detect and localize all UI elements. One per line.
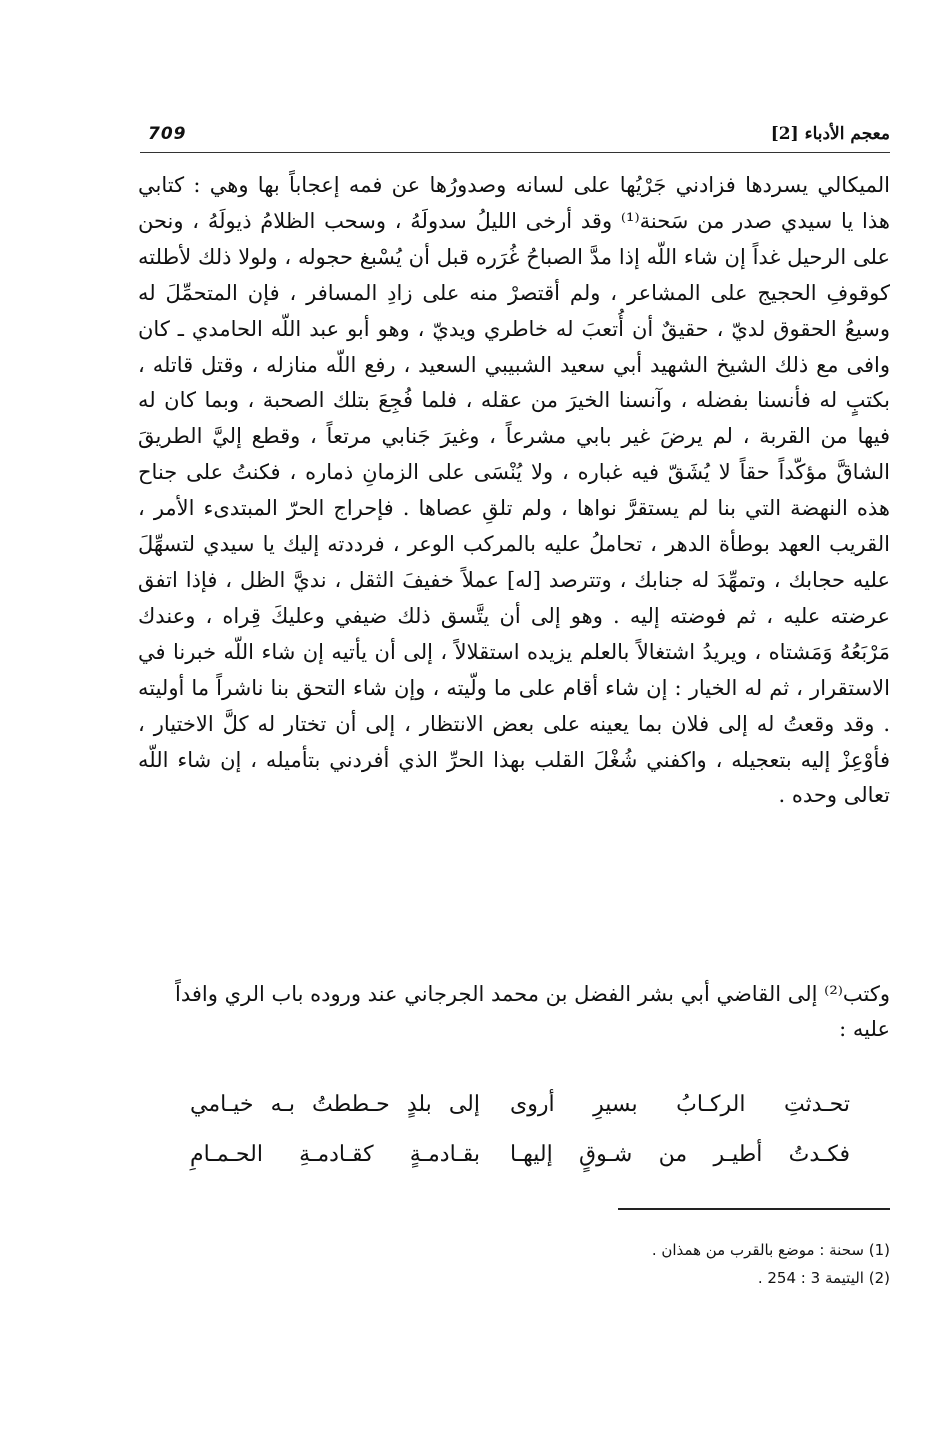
running-title: معجم الأدباء [2]	[770, 124, 890, 144]
main-text-block	[138, 168, 890, 814]
footnote-1: (1) سحنة : موضع بالقرب من همذان .	[651, 1241, 890, 1259]
verse-2-second-hemistich: بقـادمـةٍ كقـادمـةِ الحـمـامِ	[190, 1142, 480, 1167]
verse-2-first-hemistich: فكـدتُ أطيـر من شـوقٍ إليهـا	[510, 1142, 850, 1167]
footnotes	[500, 1236, 890, 1292]
poem	[190, 1092, 850, 1192]
footnote-divider	[618, 1208, 890, 1210]
poem-verse-2	[190, 1142, 850, 1192]
verse-1-first-hemistich: تحـدثتِ الركـابُ بسيرِ أروى	[510, 1092, 850, 1117]
paragraph-intro-poem: وكتب⁽²⁾ إلى القاضي أبي بشر الفضل بن محمد الجرجاني عند وروده باب الري وافداً عليه :	[175, 982, 890, 1041]
page-header	[140, 124, 890, 150]
page-number: 709	[148, 124, 187, 144]
verse-1-second-hemistich: إلى بلدٍ حـططتُ بـه خيـامي	[190, 1092, 480, 1117]
poem-verse-1	[190, 1092, 850, 1142]
intro-paragraph-block	[138, 977, 890, 1047]
footnote-2: (2) اليتيمة 3 : 254 .	[757, 1269, 890, 1287]
paragraph-letter: الميكالي يسردها فزادني جَرْيُها على لسانه وصدورُها عن فمه إعجاباً بها وهي : كتابي هذا يا سيدي صدر من سَحنة⁽¹⁾ وقد أرخى الليلُ سدولَهُ ، وسحب الظلامُ ذيولَهُ ، ونحن على الرحيل غداً إن شاء اللّه إذا مدَّ الصباحُ غُرَره قبل أن يُسْبغ حجوله ، ولولا ذلك لأطلته كوقوفِ الحجيج على المشاعر ، ولم أقتصرْ منه على زادِ المسافر ، فإن المتحمِّلَ له وسيعُ الحقوق لديّ ، حقيقٌ أن أُتعبَ له خاطري ويديّ ، وهو أبو عبد اللّه الحامدي ـ كان وافى مع ذلك الشيخ الشهيد أبي سعيد الشبيبي السعيد ، رفع اللّه منازله ، وقتل قاتله ، بكتبٍ له فأنسنا بفضله ، وآنسنا الخيرَ من عقله ، فلما فُجِعَ بتلك الصحبة ، وبما كان له فيها من القربة ، لم يرضَ غير بابي مشرعاً ، وغيرَ جَنابي مرتعاً ، وقطع إليَّ الطريقَ الشاقَّ مؤكّداً حقاً لا يُشَقّ فيه غباره ، ولا يُنْسَى على الزمانِ ذماره ، فكنتُ على جناح هذه النهضة التي بنا لم يستقرَّ نواها ، ولم تلقِ عصاها . فإحراج الحرّ المبتدىء الأمر ، القريب العهد بوطأة الدهر ، تحاملُ عليه بالمركب الوعر ، فرددته إليك يا سيدي لتسهِّلَ عليه حجابك ، وتمهِّدَ له جنابك ، وتترصد [له] عملاً خفيفَ الثقل ، نديَّ الظل ، فإذا اتفق عرضته عليه ، ثم فوضته إليه . وهو إلى أن يتَّسق ذلك ضيفي وعليكَ قِراه ، وعندك مَرْبَعُهُ وَمَشتاه ، ويريدُ اشتغالاً بالعلم يزيده استقلالاً ، إلى أن يأتيه إن شاء اللّه خبرنا في الاستقرار ، ثم له الخيار : إن شاء أقام على ما ولّيته ، وإن شاء التحق بنا ناشراً ما أوليته . وقد وقعتُ له إلى فلان بما يعينه على بعض الانتظار ، إلى أن تختار له كلَّ الاختيار ، فأوْعِزْ إليه بتعجيله ، واكفني شُغْلَ القلب بهذا الحرِّ الذي أفردني بتأميله ، إن شاء اللّه تعالى وحده .	[138, 173, 890, 808]
header-divider	[140, 152, 890, 153]
